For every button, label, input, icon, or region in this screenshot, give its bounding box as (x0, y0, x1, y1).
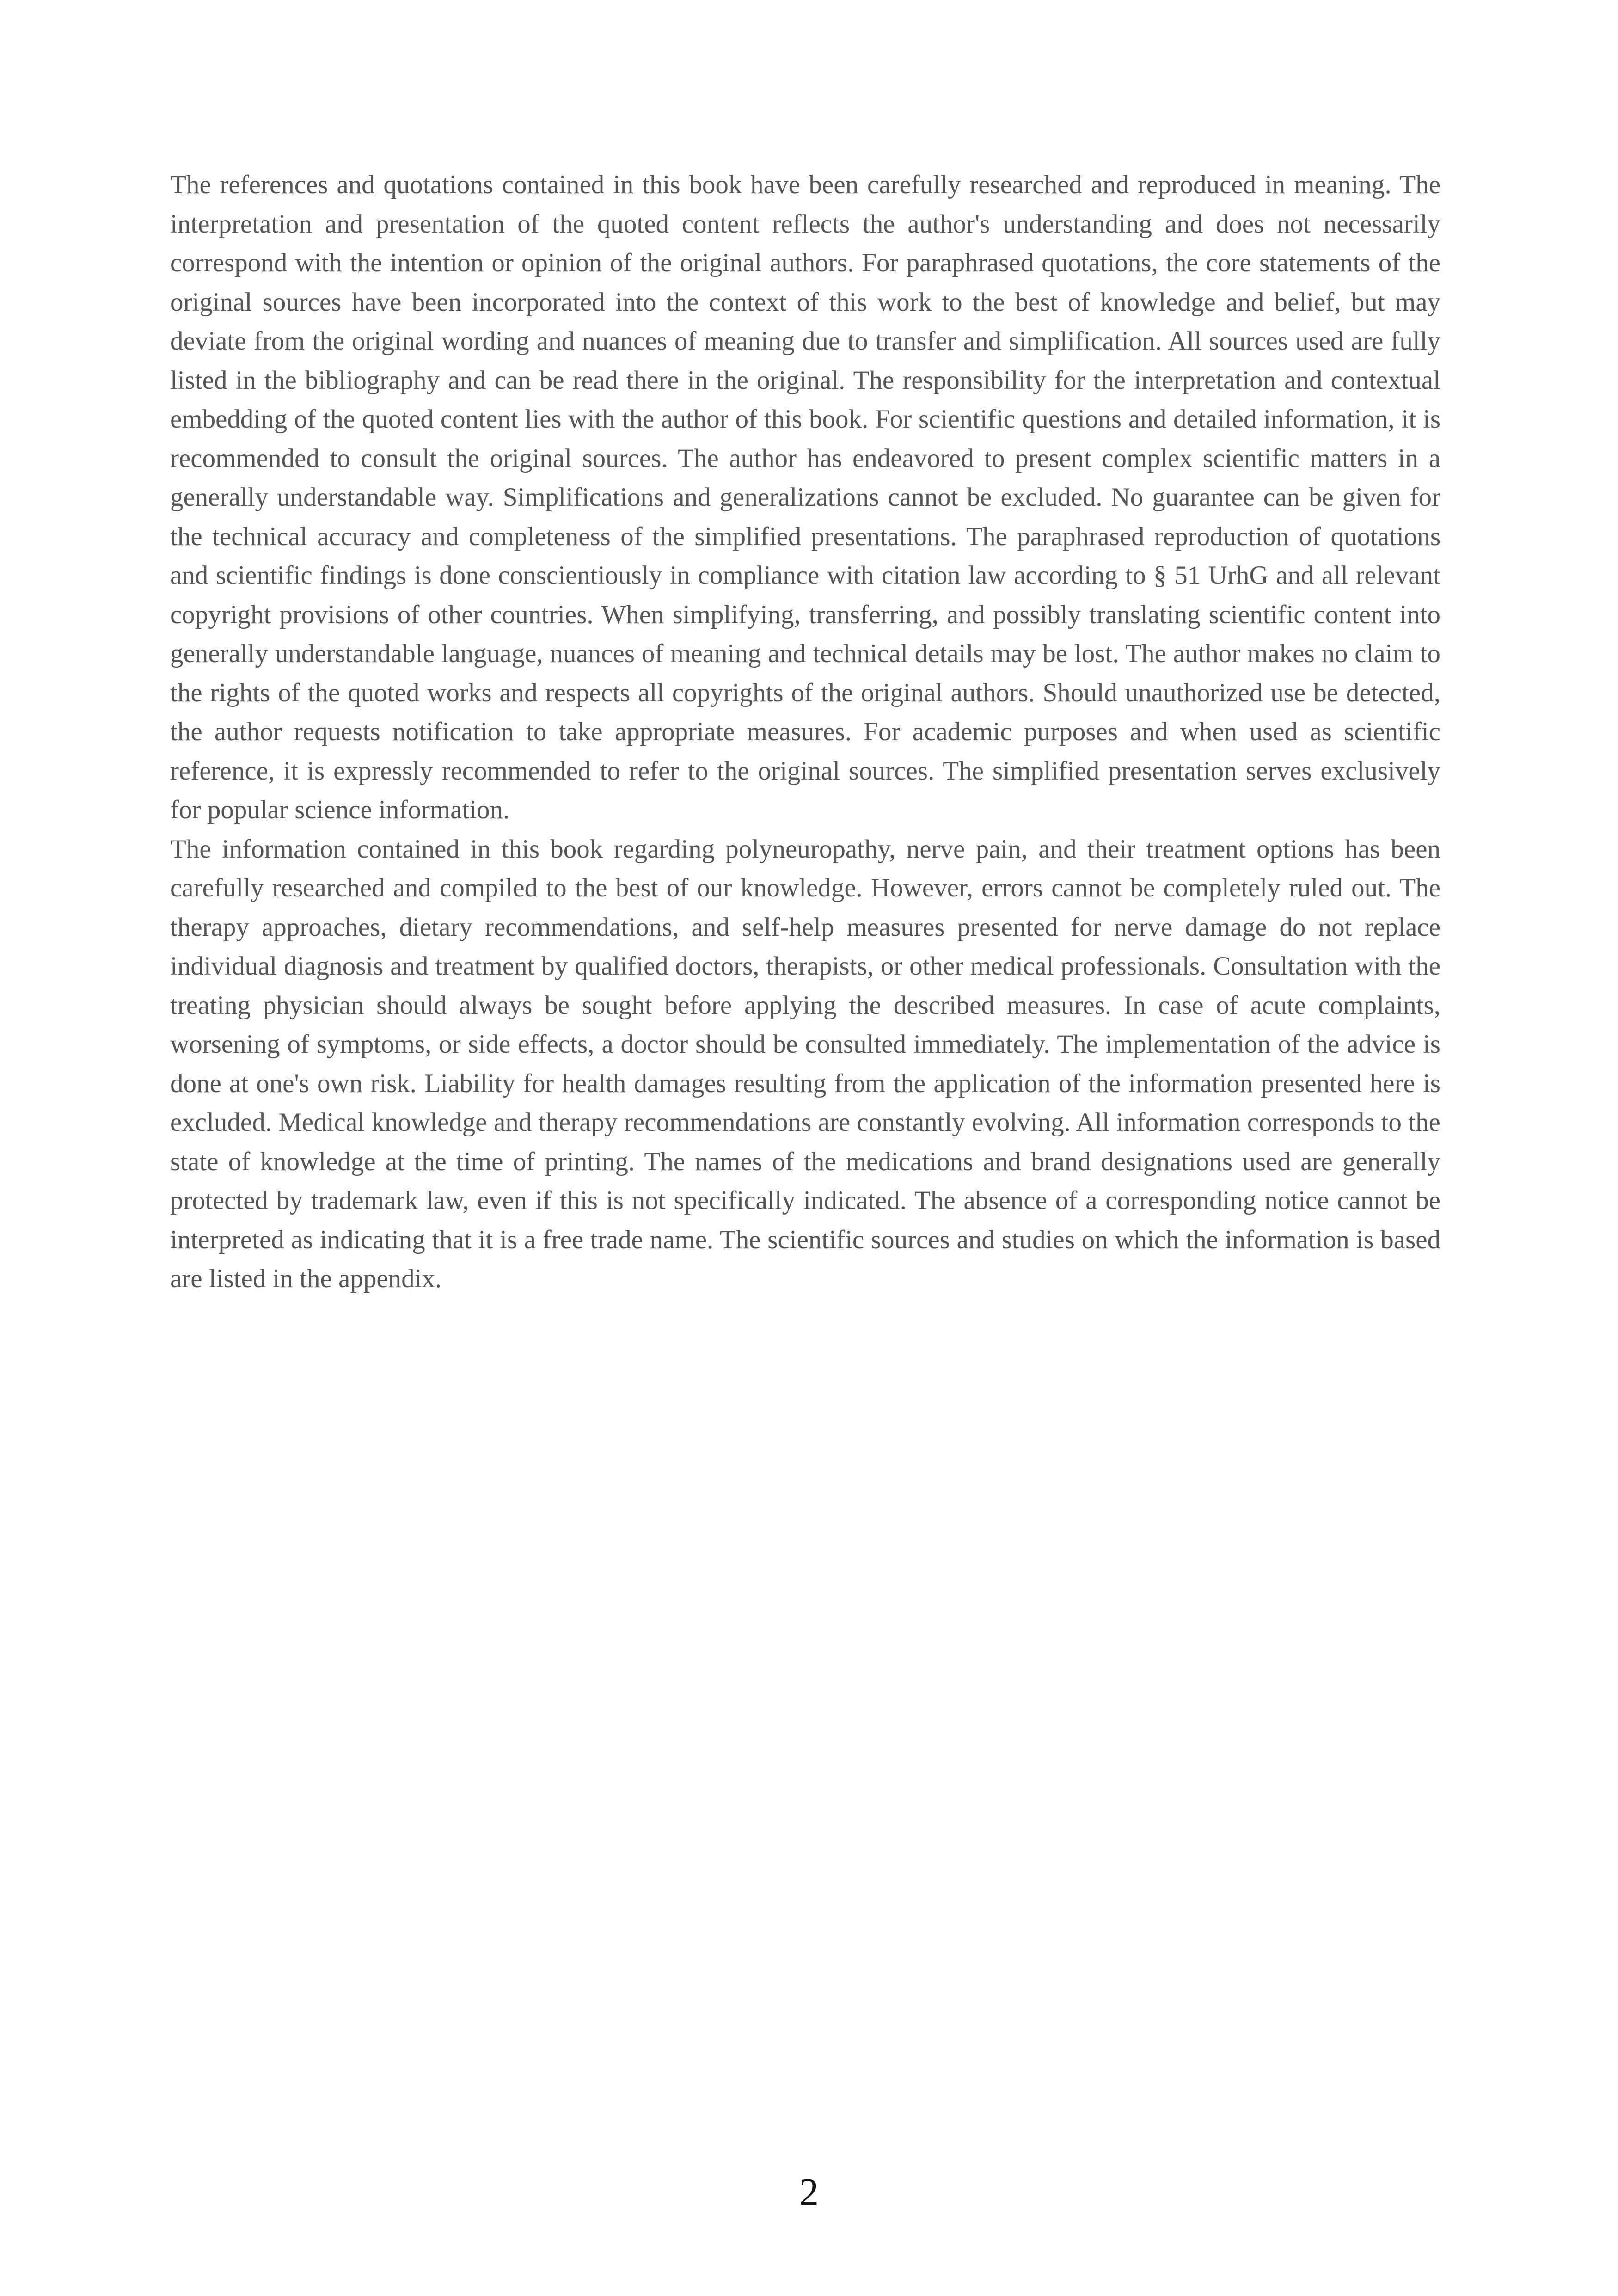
disclaimer-text-block (170, 166, 1440, 1299)
page-number: 2 (799, 2171, 819, 2214)
paragraph-medical-disclaimer: The information contained in this book regarding polyneuropathy, nerve pain, and their treatment options has been carefully researched and compiled to the best of our knowledge. However, errors cannot be completely ruled out. The therapy approaches, dietary recommendations, and self-help measures presented for nerve damage do not replace individual diagnosis and treatment by qualified doctors, therapists, or other medical professionals. Consultation with the treating physician should always be sought before applying the described measures. In case of acute complaints, worsening of symptoms, or side effects, a doctor should be consulted immediately. The implementation of the advice is done at one's own risk. Liability for health damages resulting from the application of the information presented here is excluded. Medical knowledge and therapy recommendations are constantly evolving. All information corresponds to the state of knowledge at the time of printing. The names of the medications and brand designations used are generally protected by trademark law, even if this is not specifically indicated. The absence of a corresponding notice cannot be interpreted as indicating that it is a free trade name. The scientific sources and studies on which the information is based are listed in the appendix. (170, 834, 1440, 1293)
paragraph-sources-disclaimer: The references and quotations contained in this book have been carefully researched and reproduced in meaning. The interpretation and presentation of the quoted content reflects the author's understanding and does not necessarily correspond with the intention or opinion of the original authors. For paraphrased quotations, the core statements of the original sources have been incorporated into the context of this work to the best of knowledge and belief, but may deviate from the original wording and nuances of meaning due to transfer and simplification. All sources used are fully listed in the bibliography and can be read there in the original. The responsibility for the interpretation and contextual embedding of the quoted content lies with the author of this book. For scientific questions and detailed information, it is recommended to consult the original sources. The author has endeavored to present complex scientific matters in a generally understandable way. Simplifications and generalizations cannot be excluded. No guarantee can be given for the technical accuracy and completeness of the simplified presentations. The paraphrased reproduction of quotations and scientific findings is done conscientiously in compliance with citation law according to § 51 UrhG and all relevant copyright provisions of other countries. When simplifying, transferring, and possibly translating scientific content into generally understandable language, nuances of meaning and technical details may be lost. The author makes no claim to the rights of the quoted works and respects all copyrights of the original authors. Should unauthorized use be detected, the author requests notification to take appropriate measures. For academic purposes and when used as scientific reference, it is expressly recommended to refer to the original sources. The simplified presentation serves exclusively for popular science information. (170, 170, 1440, 824)
